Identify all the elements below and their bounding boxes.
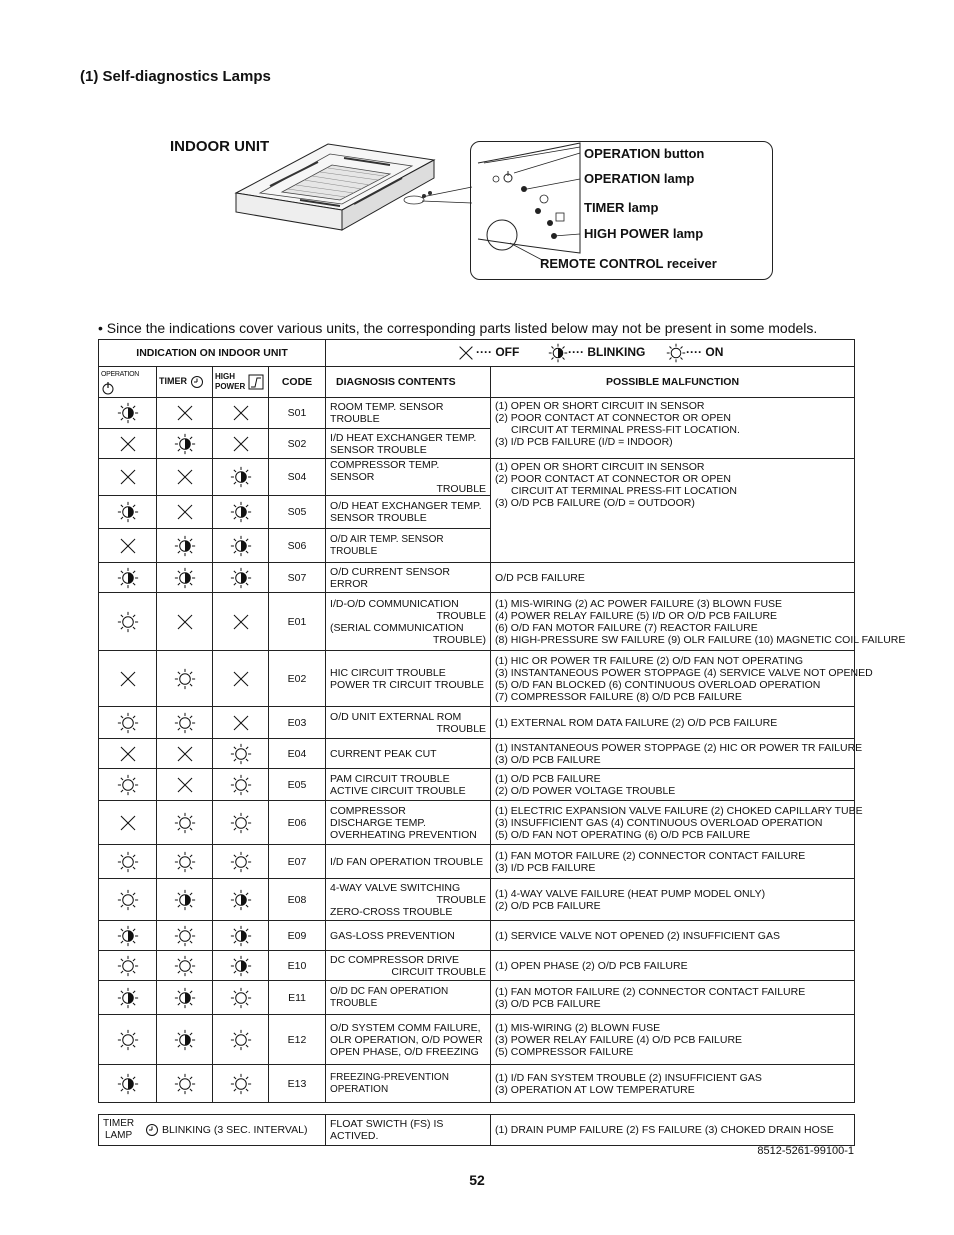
col-code: CODE <box>269 367 326 398</box>
malfunction-line: (1) O/D PCB FAILURE <box>495 772 601 785</box>
malfunction-line: (1) HIC OR POWER TR FAILURE (2) O/D FAN NOT OPERATING <box>495 654 804 667</box>
diagnosis-line: CIRCUIT TROUBLE <box>391 965 487 978</box>
malfunction-line: (3) OPERATION AT LOW TEMPERATURE <box>495 1083 695 1096</box>
lamp-blinking-icon <box>230 889 252 911</box>
possible-malfunction <box>491 981 855 1015</box>
operation-lamp-cell <box>99 429 157 459</box>
note-text: • Since the indications cover various units, the corresponding parts listed below may not be present in some models. <box>98 320 818 336</box>
lamp-off-icon <box>230 668 252 690</box>
malfunction-line: (2) POOR CONTACT AT CONNECTOR OR OPEN <box>495 412 731 424</box>
malfunction-line: (1) MIS-WIRING (2) AC POWER FAILURE (3) BLOWN FUSE <box>495 597 783 610</box>
col-operation: OPERATION <box>99 367 157 398</box>
lamp-off-icon <box>174 466 196 488</box>
possible-malfunction <box>491 563 855 593</box>
indication-header: INDICATION ON INDOOR UNIT <box>99 340 326 367</box>
malfunction-line: (7) COMPRESSOR FAILURE (8) O/D PCB FAILURE <box>495 690 742 703</box>
lamp-on-icon <box>230 774 252 796</box>
diagnosis-line: 4-WAY VALVE SWITCHING <box>330 881 461 894</box>
clock-icon <box>190 375 204 389</box>
diagnosis-line: DC COMPRESSOR DRIVE <box>330 953 459 966</box>
timer-lamp-cell <box>157 563 213 593</box>
lamp-off-icon <box>230 402 252 424</box>
error-code: S05 <box>269 496 326 529</box>
diagnosis-contents <box>326 739 491 769</box>
diagnosis-contents <box>326 707 491 739</box>
timer-lamp-cell <box>157 951 213 981</box>
malfunction-line: (3) O/D PCB FAILURE (O/D = OUTDOOR) <box>495 497 695 509</box>
diagnostics-table <box>98 339 906 1103</box>
lamp-blinking-icon <box>230 567 252 589</box>
lamp-on-icon <box>117 1029 139 1051</box>
malfunction-line: (1) INSTANTANEOUS POWER STOPPAGE (2) HIC OR POWER TR FAILURE <box>495 741 863 754</box>
high-power-lamp-cell <box>213 921 269 951</box>
error-code: S02 <box>269 429 326 459</box>
diagnosis-line: OLR OPERATION, O/D POWER <box>330 1033 483 1046</box>
operation-lamp-cell <box>99 496 157 529</box>
lamp-blinking-icon <box>230 535 252 557</box>
error-code: E09 <box>269 921 326 951</box>
timer-lamp-cell <box>157 879 213 921</box>
operation-lamp-cell <box>99 563 157 593</box>
possible-malfunction <box>491 1015 855 1065</box>
diagnosis-line: PAM CIRCUIT TROUBLE <box>330 772 450 785</box>
operation-lamp-cell <box>99 398 157 429</box>
lamp-on-icon <box>230 1029 252 1051</box>
operation-lamp-cell <box>99 951 157 981</box>
diagnosis-contents <box>326 879 491 921</box>
lamp-off-icon <box>230 433 252 455</box>
possible-malfunction <box>491 951 855 981</box>
lamp-on-icon <box>117 851 139 873</box>
table-row <box>99 593 855 651</box>
diagnosis-line: FREEZING-PREVENTION OPERATION <box>330 1071 449 1095</box>
operation-lamp-cell <box>99 921 157 951</box>
high-power-lamp-cell <box>213 801 269 845</box>
diagnosis-line: TROUBLE <box>436 609 487 622</box>
diagnosis-line: POWER TR CIRCUIT TROUBLE <box>330 678 485 691</box>
lamp-off-icon <box>117 466 139 488</box>
indoor-unit-label: INDOOR UNIT <box>170 138 270 155</box>
malfunction-line: (3) O/D PCB FAILURE <box>495 997 601 1010</box>
malfunction-line: (3) INSUFFICIENT GAS (4) CONTINUOUS OVERLOAD OPERATION <box>495 816 823 829</box>
diagnosis-line: SENSOR TROUBLE <box>330 443 427 456</box>
lamp-off-icon <box>230 712 252 734</box>
malfunction-line: CIRCUIT AT TERMINAL PRESS-FIT LOCATION. <box>511 424 740 436</box>
error-code: E04 <box>269 739 326 769</box>
lamp-on-icon <box>230 851 252 873</box>
lamp-on-icon <box>174 668 196 690</box>
diagnosis-line: I/D-O/D COMMUNICATION <box>330 597 459 610</box>
error-code: S06 <box>269 529 326 563</box>
diagnosis-contents <box>326 769 491 801</box>
table-row <box>99 845 855 879</box>
float-switch-malfunction: (1) DRAIN PUMP FAILURE (2) FS FAILURE (3) CHOKED DRAIN HOSE <box>491 1115 855 1146</box>
diagnosis-line: I/D FAN OPERATION TROUBLE <box>330 855 484 868</box>
high-power-lamp-cell <box>213 593 269 651</box>
lamp-blinking-icon <box>174 987 196 1009</box>
timer-lamp-cell <box>157 459 213 496</box>
malfunction-line: (1) FAN MOTOR FAILURE (2) CONNECTOR CONTACT FAILURE <box>495 985 806 998</box>
diagnosis-line: I/D HEAT EXCHANGER TEMP. <box>330 431 477 444</box>
possible-malfunction <box>491 879 855 921</box>
operation-lamp-cell <box>99 707 157 739</box>
diagnosis-contents <box>326 651 491 707</box>
lamp-blinking-icon <box>174 1029 196 1051</box>
error-code: E08 <box>269 879 326 921</box>
high-power-lamp-cell <box>213 739 269 769</box>
lamp-blinking-icon <box>117 987 139 1009</box>
malfunction-line: (1) OPEN PHASE (2) O/D PCB FAILURE <box>495 959 688 972</box>
table-row <box>99 459 855 496</box>
high-power-lamp-cell <box>213 845 269 879</box>
diagnosis-line: OPEN PHASE, O/D FREEZING <box>330 1045 479 1058</box>
diagnosis-line: ZERO-CROSS TROUBLE <box>330 905 453 918</box>
high-power-lamp-cell <box>213 1015 269 1065</box>
diagnosis-line: O/D DC FAN OPERATION TROUBLE <box>330 985 449 1009</box>
malfunction-line: (3) O/D PCB FAILURE <box>495 753 601 766</box>
diagnosis-contents <box>326 921 491 951</box>
error-code: E13 <box>269 1065 326 1103</box>
lamp-blinking-icon <box>117 925 139 947</box>
high-power-icon <box>248 374 264 390</box>
lamp-on-icon <box>230 987 252 1009</box>
diagnosis-line: COMPRESSOR TEMP. SENSOR <box>330 459 440 483</box>
diagnosis-line: O/D UNIT EXTERNAL ROM <box>330 710 462 723</box>
lamp-blinking-icon <box>230 501 252 523</box>
section-title: (1) Self-diagnostics Lamps <box>80 68 271 85</box>
timer-lamp-cell <box>157 593 213 651</box>
error-code: S01 <box>269 398 326 429</box>
timer-lamp-cell <box>157 739 213 769</box>
col-diagnosis: DIAGNOSIS CONTENTS <box>326 367 491 398</box>
malfunction-line: (4) POWER RELAY FAILURE (5) I/D OR O/D PCB FAILURE <box>495 609 778 622</box>
high-power-lamp-cell <box>213 429 269 459</box>
operation-lamp-cell <box>99 845 157 879</box>
high-power-lamp-cell <box>213 951 269 981</box>
malfunction-line: (3) POWER RELAY FAILURE (4) O/D PCB FAILURE <box>495 1033 743 1046</box>
table-row <box>99 769 855 801</box>
table-row <box>99 398 855 429</box>
table-row <box>99 1015 855 1065</box>
lamp-on-icon <box>117 611 139 633</box>
possible-malfunction <box>491 707 855 739</box>
diagnosis-contents <box>326 1015 491 1065</box>
lamp-on-icon <box>117 774 139 796</box>
operation-lamp-cell <box>99 769 157 801</box>
lamp-blinking-icon <box>117 1073 139 1095</box>
malfunction-line: (1) 4-WAY VALVE FAILURE (HEAT PUMP MODEL ONLY) <box>495 887 766 900</box>
possible-malfunction <box>491 801 863 845</box>
lamp-off-icon <box>174 402 196 424</box>
possible-malfunction <box>491 1065 855 1103</box>
malfunction-line: (2) O/D PCB FAILURE <box>495 899 601 912</box>
diagnosis-contents <box>326 801 491 845</box>
power-icon <box>101 381 115 395</box>
diagnosis-line: O/D AIR TEMP. SENSOR TROUBLE <box>330 533 444 557</box>
lamp-blinking-icon <box>117 402 139 424</box>
lamp-off-icon <box>117 743 139 765</box>
diagnosis-line: O/D SYSTEM COMM FAILURE, <box>330 1021 481 1034</box>
error-code: E12 <box>269 1015 326 1065</box>
operation-lamp-cell <box>99 529 157 563</box>
operation-lamp-cell <box>99 593 157 651</box>
table-body <box>99 398 906 1103</box>
malfunction-line: (2) POOR CONTACT AT CONNECTOR OR OPEN <box>495 473 731 485</box>
on-icon <box>666 343 686 363</box>
diagnosis-contents <box>326 845 491 879</box>
possible-malfunction <box>491 921 855 951</box>
operation-lamp-cell <box>99 651 157 707</box>
table-row <box>99 921 855 951</box>
error-code: E01 <box>269 593 326 651</box>
diagnosis-contents <box>326 563 491 593</box>
operation-lamp-cell <box>99 801 157 845</box>
lamp-on-icon <box>117 889 139 911</box>
lamp-off-icon <box>117 812 139 834</box>
error-code: E11 <box>269 981 326 1015</box>
malfunction-line: (2) O/D POWER VOLTAGE TROUBLE <box>495 784 676 797</box>
malfunction-line: (5) O/D FAN NOT OPERATING (6) O/D PCB FAILURE <box>495 828 751 841</box>
timer-lamp-cell <box>157 769 213 801</box>
blinking-icon <box>548 343 568 363</box>
diagnosis-contents <box>326 1065 491 1103</box>
timer-lamp-table <box>98 1114 855 1146</box>
diagnosis-line: TROUBLE) <box>432 633 487 646</box>
timer-lamp-cell <box>157 398 213 429</box>
diagnosis-contents <box>326 951 491 981</box>
diagnosis-line: O/D HEAT EXCHANGER TEMP. <box>330 500 482 512</box>
malfunction-line: (1) OPEN OR SHORT CIRCUIT IN SENSOR <box>495 461 705 473</box>
lamp-off-icon <box>174 774 196 796</box>
high-power-lamp-cell <box>213 769 269 801</box>
lamp-blinking-icon <box>117 567 139 589</box>
diagnosis-line: DISCHARGE TEMP. <box>330 816 426 829</box>
possible-malfunction <box>491 769 855 801</box>
high-power-lamp-cell <box>213 563 269 593</box>
legend-cell: ···· OFF ···· BLINKING ···· ON <box>326 340 855 367</box>
error-code: S07 <box>269 563 326 593</box>
timer-lamp-cell <box>157 1015 213 1065</box>
malfunction-line: (1) I/D FAN SYSTEM TROUBLE (2) INSUFFICIENT GAS <box>495 1071 762 1084</box>
diagnosis-contents <box>326 459 491 496</box>
lamp-off-icon <box>174 501 196 523</box>
malfunction-line: (1) EXTERNAL ROM DATA FAILURE (2) O/D PCB FAILURE <box>495 716 778 729</box>
diagnosis-line: ROOM TEMP. SENSOR TROUBLE <box>330 401 444 425</box>
lamp-on-icon <box>174 851 196 873</box>
lamp-off-icon <box>117 668 139 690</box>
lamp-blinking-icon <box>174 433 196 455</box>
off-icon <box>456 343 476 363</box>
timer-lamp-cell <box>157 529 213 563</box>
lamp-on-icon <box>174 712 196 734</box>
malfunction-line: (3) INSTANTANEOUS POWER STOPPAGE (4) SERVICE VALVE NOT OPENED <box>495 666 873 679</box>
possible-malfunction <box>491 593 906 651</box>
timer-lamp-cell <box>157 801 213 845</box>
lamp-on-icon <box>174 812 196 834</box>
possible-malfunction <box>491 651 873 707</box>
error-code: S04 <box>269 459 326 496</box>
malfunction-line: (8) HIGH-PRESSURE SW FAILURE (9) OLR FAILURE (10) MAGNETIC COIL FAILURE <box>495 633 906 646</box>
error-code: E07 <box>269 845 326 879</box>
malfunction-line: (3) I/D PCB FAILURE <box>495 861 596 874</box>
error-code: E02 <box>269 651 326 707</box>
timer-lamp-cell <box>157 707 213 739</box>
callout-operation-lamp: OPERATION lamp <box>584 171 695 186</box>
diagnosis-contents <box>326 496 491 529</box>
col-high-power: HIGH POWER <box>213 367 269 398</box>
operation-lamp-cell <box>99 879 157 921</box>
high-power-lamp-cell <box>213 459 269 496</box>
lamp-blinking-icon <box>174 535 196 557</box>
lamp-blinking-icon <box>230 925 252 947</box>
diagnosis-contents <box>326 981 491 1015</box>
float-switch-diagnosis: FLOAT SWICTH (FS) IS ACTIVED. <box>326 1115 491 1146</box>
lamp-on-icon <box>174 925 196 947</box>
malfunction-line: (5) COMPRESSOR FAILURE <box>495 1045 634 1058</box>
diagnosis-line: SENSOR TROUBLE <box>330 512 427 524</box>
diagnosis-contents <box>326 529 491 563</box>
document-number: 8512-5261-99100-1 <box>757 1145 854 1157</box>
callout-timer-lamp: TIMER lamp <box>584 200 659 215</box>
error-code: E03 <box>269 707 326 739</box>
lamp-blinking-icon <box>174 889 196 911</box>
clock-icon <box>145 1123 159 1137</box>
table-row <box>99 981 855 1015</box>
high-power-lamp-cell <box>213 707 269 739</box>
high-power-lamp-cell <box>213 981 269 1015</box>
diagnosis-line: (SERIAL COMMUNICATION <box>330 621 464 634</box>
malfunction-line: (1) MIS-WIRING (2) BLOWN FUSE <box>495 1021 661 1034</box>
timer-lamp-cell <box>157 921 213 951</box>
malfunction-line: (1) OPEN OR SHORT CIRCUIT IN SENSOR <box>495 400 705 412</box>
diagnosis-line: COMPRESSOR <box>330 804 406 817</box>
col-malfunction: POSSIBLE MALFUNCTION <box>491 367 855 398</box>
timer-lamp-cell <box>157 651 213 707</box>
timer-lamp-cell <box>157 845 213 879</box>
lamp-off-icon <box>117 433 139 455</box>
lamp-on-icon <box>230 743 252 765</box>
lamp-on-icon <box>174 1073 196 1095</box>
timer-lamp-cell: TIMER LAMP BLINKING (3 SEC. INTERVAL) <box>99 1115 326 1146</box>
operation-lamp-cell <box>99 981 157 1015</box>
diagnosis-line: O/D CURRENT SENSOR ERROR <box>330 565 451 590</box>
callout-high-power-lamp: HIGH POWER lamp <box>584 226 704 241</box>
possible-malfunction <box>491 845 855 879</box>
possible-malfunction <box>491 459 855 563</box>
diagnosis-line: ACTIVE CIRCUIT TROUBLE <box>330 784 466 797</box>
diagnosis-line: TROUBLE <box>436 722 487 735</box>
timer-lamp-cell <box>157 496 213 529</box>
high-power-lamp-cell <box>213 651 269 707</box>
callout-remote-receiver: REMOTE CONTROL receiver <box>540 256 717 271</box>
error-code: E06 <box>269 801 326 845</box>
high-power-lamp-cell <box>213 1065 269 1103</box>
table-row <box>99 801 855 845</box>
high-power-lamp-cell <box>213 398 269 429</box>
table-row <box>99 879 855 921</box>
malfunction-line: O/D PCB FAILURE <box>495 571 585 584</box>
table-row <box>99 707 855 739</box>
malfunction-line: (5) O/D FAN BLOCKED (6) CONTINUOUS OVERLOAD OPERATION <box>495 678 821 691</box>
lamp-off-icon <box>174 743 196 765</box>
diagnosis-contents <box>326 398 491 429</box>
high-power-lamp-cell <box>213 496 269 529</box>
high-power-lamp-cell <box>213 529 269 563</box>
lamp-off-icon <box>230 611 252 633</box>
lamp-on-icon <box>174 955 196 977</box>
diagnosis-line: HIC CIRCUIT TROUBLE <box>330 666 446 679</box>
lamp-off-icon <box>174 611 196 633</box>
lamp-on-icon <box>230 812 252 834</box>
operation-lamp-cell <box>99 459 157 496</box>
malfunction-line: (3) I/D PCB FAILURE (I/D = INDOOR) <box>495 436 673 448</box>
table-row <box>99 951 855 981</box>
diagnosis-contents <box>326 429 491 459</box>
lamp-on-icon <box>117 712 139 734</box>
lamp-blinking-icon <box>230 466 252 488</box>
error-code: E10 <box>269 951 326 981</box>
malfunction-line: CIRCUIT AT TERMINAL PRESS-FIT LOCATION <box>511 485 738 497</box>
diagnosis-line: TROUBLE <box>436 483 487 495</box>
malfunction-line: (1) SERVICE VALVE NOT OPENED (2) INSUFFICIENT GAS <box>495 929 780 942</box>
high-power-lamp-cell <box>213 879 269 921</box>
diagnosis-line: OVERHEATING PREVENTION <box>330 828 477 841</box>
operation-lamp-cell <box>99 1015 157 1065</box>
diagnosis-line: GAS-LOSS PREVENTION <box>330 929 455 942</box>
malfunction-line: (1) ELECTRIC EXPANSION VALVE FAILURE (2) CHOKED CAPILLARY TUBE <box>495 804 863 817</box>
operation-lamp-cell <box>99 1065 157 1103</box>
diagnosis-line: CURRENT PEAK CUT <box>330 747 437 760</box>
lamp-on-icon <box>230 1073 252 1095</box>
table-row <box>99 651 855 707</box>
timer-lamp-cell <box>157 981 213 1015</box>
possible-malfunction <box>491 739 863 769</box>
diagnosis-line: TROUBLE <box>436 893 487 906</box>
callout-operation-button: OPERATION button <box>584 146 705 161</box>
col-timer: TIMER <box>157 367 213 398</box>
malfunction-line: (6) O/D FAN MOTOR FAILURE (7) REACTOR FAILURE <box>495 621 758 634</box>
diagnosis-contents <box>326 593 491 651</box>
table-row <box>99 739 855 769</box>
operation-lamp-cell <box>99 739 157 769</box>
lamp-on-icon <box>117 955 139 977</box>
page-number: 52 <box>469 1172 485 1188</box>
timer-lamp-cell <box>157 1065 213 1103</box>
lamp-off-icon <box>117 535 139 557</box>
lamp-blinking-icon <box>174 567 196 589</box>
error-code: E05 <box>269 769 326 801</box>
possible-malfunction <box>491 398 855 459</box>
malfunction-line: (1) FAN MOTOR FAILURE (2) CONNECTOR CONTACT FAILURE <box>495 849 806 862</box>
table-row <box>99 563 855 593</box>
lamp-blinking-icon <box>117 501 139 523</box>
table-row <box>99 1065 855 1103</box>
timer-lamp-cell <box>157 429 213 459</box>
lamp-blinking-icon <box>230 955 252 977</box>
